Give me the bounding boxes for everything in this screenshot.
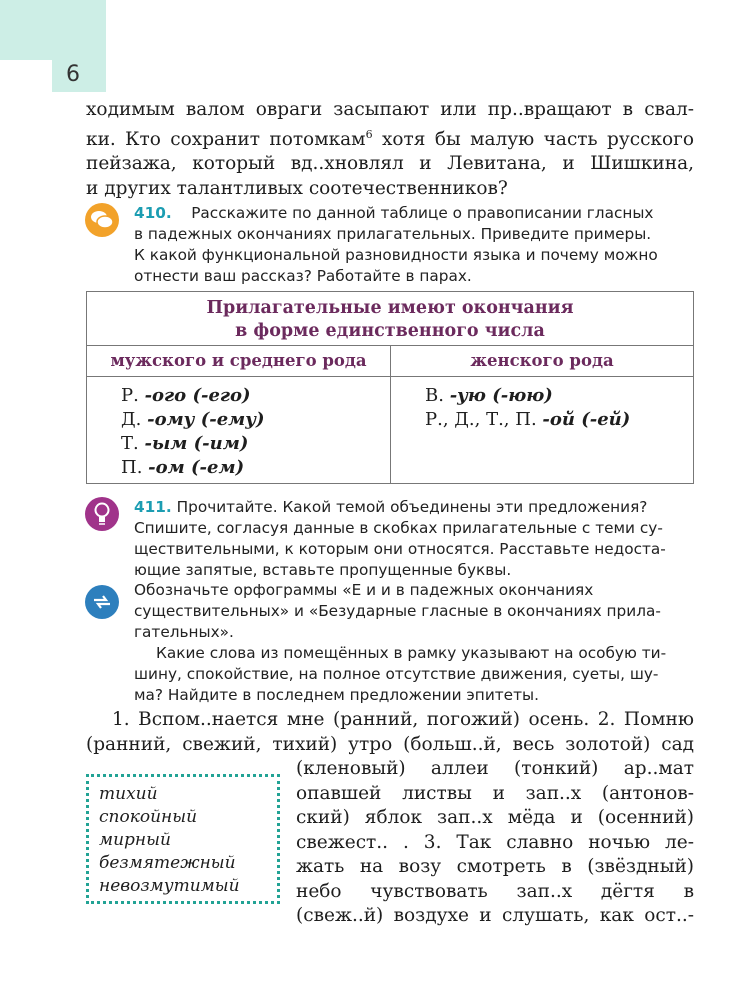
column-header-masc-neut: мужского и среднего рода (87, 346, 390, 377)
text-line: свежест.. . 3. Так славно ночью ле- (296, 831, 694, 853)
text-fragment: хотя бы малую часть русского (381, 128, 694, 150)
text-line: ходимым валом овраги засыпают или пр..вращают в свал- (86, 99, 694, 120)
text-line: ществительными, к которым они относятся. Расставьте недоста- (134, 540, 666, 558)
text-line: ский) яблок зап..х мёда и (осенний) (296, 807, 694, 828)
box-word: мирный (99, 830, 171, 850)
text-line: шину, спокойствие, на полное отсутствие движения, суеты, шу- (134, 665, 659, 683)
text-line: опавшей листвы и зап..х (антонов- (296, 782, 694, 804)
case-label: Р. (121, 385, 139, 406)
ending: -ого (-его) (144, 385, 251, 406)
word-box (86, 774, 280, 904)
text-line: ма? Найдите в последнем предложении эпитеты. (134, 686, 539, 704)
box-word: безмятежный (99, 853, 236, 873)
text-line (86, 123, 694, 153)
table-title-line: Прилагательные имеют окончания (206, 298, 574, 318)
column-header-fem: женского рода (391, 346, 693, 377)
case-label: Т. (121, 433, 139, 454)
text-line: Какие слова из помещённых в рамку указывают на особую ти- (156, 644, 667, 662)
text-line: гательных». (134, 623, 234, 641)
ending: -ому (-ему) (147, 409, 265, 430)
table-row (121, 456, 265, 480)
endings-table (86, 291, 694, 484)
exercise-number: 411. (134, 498, 172, 516)
table-row (121, 408, 265, 432)
box-word: тихий (99, 784, 158, 804)
text-line: существительных» и «Безударные гласные в окончаниях прила- (134, 602, 661, 620)
ending: -ой (-ей) (542, 409, 631, 430)
text-line: в падежных окончаниях прилагательных. Приведите примеры. (134, 225, 652, 243)
fem-endings (425, 384, 630, 432)
text-line: ющие запятые, вставьте пропущенные буквы. (134, 561, 512, 579)
text-fragment: Прочитайте. Какой темой объединены эти предложения? (176, 498, 648, 516)
case-label: П. (121, 457, 143, 478)
text-line: и других талантливых соотечественников? (86, 177, 508, 199)
ending: -ом (-ем) (148, 457, 245, 478)
text-line: (ранний, свежий, тихий) утро (больш..й, весь золотой) сад (86, 733, 694, 755)
table-title (87, 292, 693, 346)
text-fragment: Расскажите по данной таблице о правописании гласных (191, 204, 654, 222)
text-line: Обозначьте орфограммы «Е и и в падежных окончаниях (134, 581, 594, 599)
text-line: небо чувствовать зап..х дёгтя в (296, 880, 694, 902)
text-line (134, 203, 694, 224)
text-line: (кленовый) аллеи (тонкий) ар..мат (296, 758, 694, 779)
column-divider (390, 346, 391, 483)
questions (134, 643, 694, 706)
text-line: К какой функциональной разновидности языка и почему можно (134, 246, 658, 264)
main-text-right-column (296, 757, 694, 929)
speech-bubbles-icon (85, 203, 119, 237)
case-label: В. (425, 385, 444, 406)
table-row (121, 384, 265, 408)
text-line (134, 497, 694, 518)
table-row (425, 384, 630, 408)
table-row (425, 408, 630, 432)
masc-neut-endings (121, 384, 265, 480)
box-word: невозмутимый (99, 876, 240, 896)
main-text-full-width (86, 708, 694, 757)
text-line: Спишите, согласуя данные в скобках прилагательные с теми су- (134, 519, 663, 537)
text-line: 1. Вспом..нается мне (ранний, погожий) осень. 2. Помню (112, 709, 694, 730)
footnote-mark: 6 (365, 127, 373, 141)
text-line: пейзажа, который вд..хновлял и Левитана, и Шишкина, (86, 153, 694, 175)
case-label: Д. (121, 409, 142, 430)
text-fragment: ки. Кто сохранит потомкам (86, 128, 366, 150)
table-row (121, 432, 265, 456)
text-line: жать на возу смотреть в (звёздный) (296, 856, 694, 877)
repeat-arrows-icon (85, 585, 119, 619)
top-paragraph (86, 98, 694, 201)
table-title-line: в форме единственного числа (235, 321, 545, 341)
box-word: спокойный (99, 807, 198, 827)
ending: -ую (-юю) (449, 385, 553, 406)
exercise-number: 410. (134, 204, 172, 222)
lightbulb-icon (85, 497, 119, 531)
orthogram-task (134, 580, 694, 643)
ending: -ым (-им) (144, 433, 249, 454)
text-line: отнести ваш рассказ? Работайте в парах. (134, 267, 472, 285)
exercise-410 (134, 203, 694, 287)
text-line: (свеж..й) воздухе и слушать, как ост..- (296, 905, 694, 926)
exercise-411 (134, 497, 694, 581)
case-label: Р., Д., Т., П. (425, 409, 537, 430)
page-number: 6 (66, 62, 80, 87)
page-corner-decoration (0, 0, 106, 60)
